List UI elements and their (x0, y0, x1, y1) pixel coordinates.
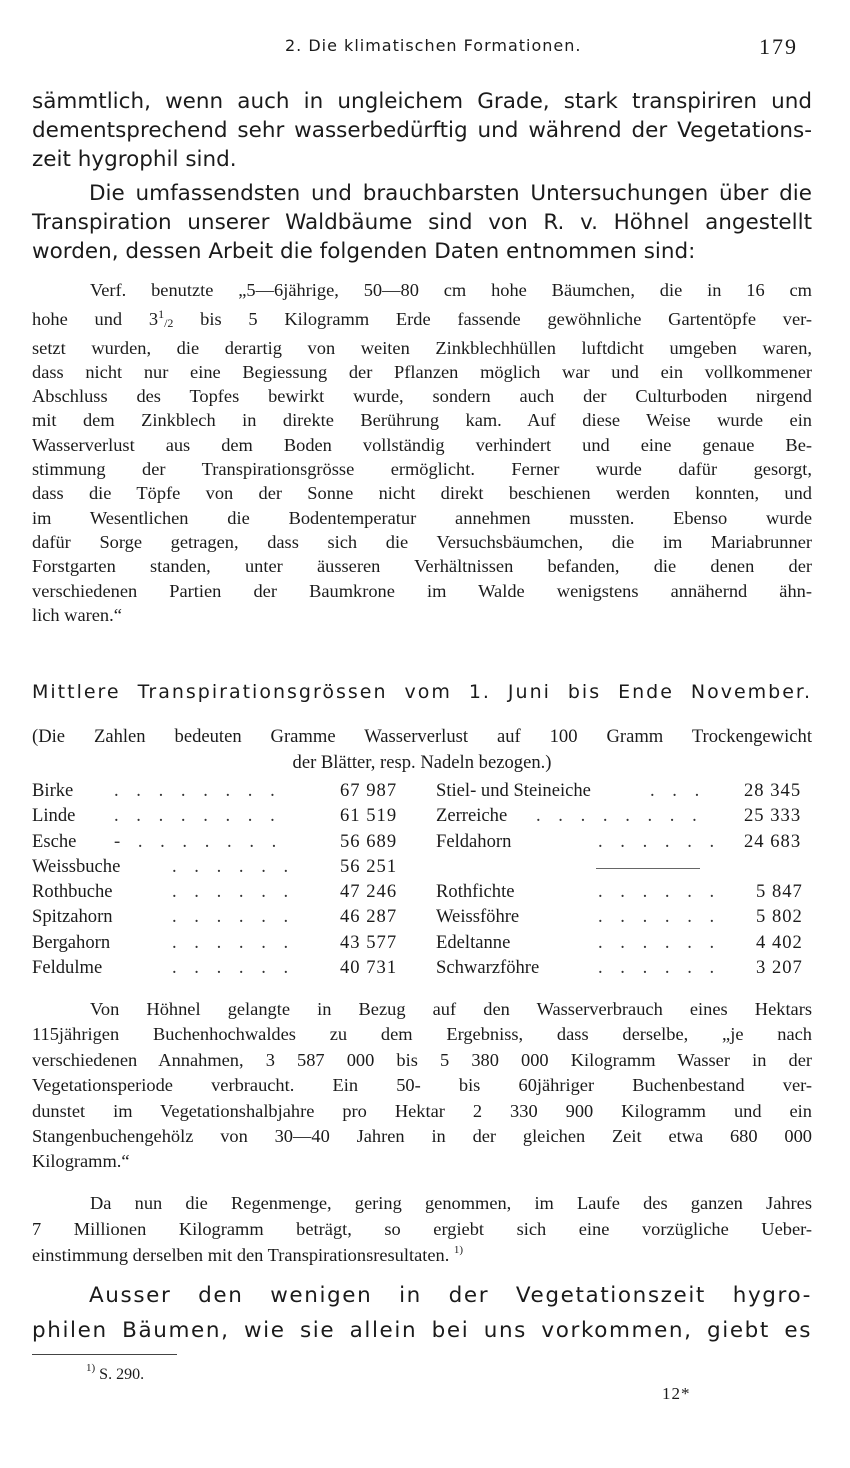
table-row (32, 906, 817, 931)
text-line: Forstgarten standen, unter äusseren Verhältnissen befanden, die denen der (32, 556, 812, 577)
footnote-text: S. 290. (95, 1366, 145, 1383)
table-row (32, 932, 817, 957)
leader-dots: . . . . . . . . (536, 805, 704, 827)
text-line: Da nun die Regenmenge, gering genommen, im Laufe des ganzen Jahres (90, 1193, 812, 1213)
page-number: 179 (759, 34, 798, 59)
table-note-line: der Blätter, resp. Nadeln bezogen.) (292, 752, 552, 773)
transpiration-value: 5 802 (756, 906, 803, 928)
table-row (32, 805, 817, 830)
transpiration-value: 5 847 (756, 881, 803, 903)
fraction-denominator: /2 (164, 316, 174, 331)
tree-name: Stiel- und Steineiche (436, 780, 591, 801)
leader-dots: . . . . . . . . (114, 780, 282, 801)
tree-name: Edeltanne (436, 931, 511, 953)
text-line: sämmtlich, wenn auch in ungleichem Grade, stark transpiriren und (32, 89, 812, 114)
text-line: Wasserverlust aus dem Boden vollständig verhindert und eine genaue Be- (32, 434, 812, 455)
text-line: Stangenbuchengehölz von 30—40 Jahren in der gleichen Zeit etwa 680 000 (32, 1126, 812, 1147)
transpiration-value: 56 689 (340, 830, 398, 852)
leader-dots: . . . . . . (598, 957, 721, 979)
separator-rule (596, 868, 700, 869)
tree-name: Weissföhre (436, 906, 520, 928)
text-line: worden, dessen Arbeit die folgenden Daten entnommen sind: (32, 239, 696, 264)
running-title: 2. Die klimatischen Formationen. (285, 36, 582, 55)
table-row (32, 780, 817, 805)
transpiration-value: 3 207 (756, 957, 803, 979)
text-line: setzt wurden, die derartig von weiten Zinkblechhüllen luftdicht umgeben waren, (32, 337, 812, 358)
table-note-line: (Die Zahlen bedeuten Gramme Wasserverlust auf 100 Gramm Trockengewicht (32, 726, 812, 747)
transpiration-value: 40 731 (340, 957, 398, 979)
paragraph-hoehnel (32, 997, 812, 1175)
text-line: verschiedenen Annahmen, 3 587 000 bis 5 380 000 Kilogramm Wasser in der (32, 1049, 812, 1070)
text-line: stimmung der Transpirationsgrösse ermöglicht. Ferner wurde dafür gesorgt, (32, 459, 812, 480)
tree-name: Rothbuche (32, 881, 113, 903)
text-line: im Wesentlichen die Bodentemperatur annehmen mussten. Ebenso wurde (32, 507, 812, 528)
paragraph-intro (32, 179, 812, 266)
text-line: philen Bäumen, wie sie allein bei uns vorkommen, giebt es (32, 1318, 812, 1343)
transpiration-value: 46 287 (340, 906, 398, 928)
text-line: 115jährigen Buchenhochwaldes zu dem Ergebniss, dass derselbe, „je nach (32, 1024, 812, 1045)
tree-name: Schwarzföhre (436, 957, 540, 979)
table-row (32, 881, 817, 906)
text-line: verschiedenen Partien der Baumkrone im Walde wenigstens annähernd ähn- (32, 580, 812, 601)
tree-name: Feldahorn (436, 830, 512, 852)
transpiration-value: 67 987 (340, 780, 398, 801)
text-line: lich waren.“ (32, 604, 122, 625)
text-line: dafür Sorge getragen, dass sich die Versuchsbäumchen, die im Mariabrunner (32, 531, 812, 552)
transpiration-value: 24 683 (744, 830, 802, 852)
leader-dots: . . . . . . (172, 906, 295, 928)
fraction-numerator: 1 (158, 307, 165, 322)
footnote-reference: 1) (453, 1244, 464, 1256)
transpiration-value: 47 246 (340, 881, 398, 903)
text-line: Transpiration unserer Waldbäume sind von R. v. Höhnel angestellt (32, 210, 812, 235)
transpiration-value: 25 333 (744, 805, 802, 827)
tree-name: Zerreiche (436, 805, 508, 827)
text-line: dass die Töpfe von der Sonne nicht direkt beschienen werden konnten, und (32, 483, 812, 504)
table-row (32, 957, 817, 982)
leader-dots: . . . . . . (172, 881, 295, 903)
text-line: dunstet im Vegetationshalbjahre pro Hektar 2 330 900 Kilogramm und ein (32, 1100, 812, 1121)
text-line: mit dem Zinkblech in direkte Berührung kam. Auf diese Weise wurde ein (32, 410, 812, 431)
transpiration-value: 43 577 (340, 931, 398, 953)
text-line: zeit hygrophil sind. (32, 147, 237, 172)
leader-dots: . . . . . . (172, 855, 295, 877)
table-row (32, 856, 817, 881)
table-note (32, 724, 812, 776)
tree-name: Rothfichte (436, 881, 515, 903)
leader-dots: . . . (650, 780, 706, 801)
footnote (86, 1362, 145, 1384)
signature-mark: 12* (662, 1384, 691, 1403)
transpiration-table (32, 780, 817, 982)
text-fragment: hohe und 3 (32, 309, 159, 330)
tree-name: Linde (32, 805, 76, 827)
leader-dots: . . . . . . (598, 881, 721, 903)
transpiration-value: 4 402 (756, 931, 803, 953)
tree-name: Feldulme (32, 957, 103, 979)
text-fragment: bis 5 Kilogramm Erde fassende gewöhnliche Gartentöpfe ver- (173, 309, 812, 330)
leader-dots: . . . . . . (598, 931, 721, 953)
text-line (32, 1242, 812, 1268)
leader-dots: . . . . . . (598, 906, 721, 928)
tree-name: Esche (32, 830, 77, 852)
text-fragment: einstimmung derselben mit den Transpirationsresultaten. (32, 1245, 450, 1265)
footnote-rule (32, 1354, 177, 1355)
tree-name: Weissbuche (32, 855, 121, 877)
transpiration-value: 28 345 (744, 780, 802, 801)
transpiration-value: 61 519 (340, 805, 398, 827)
text-line: Kilogramm.“ (32, 1151, 130, 1172)
leader-dots: . . . . . . (172, 957, 295, 979)
text-line: 7 Millionen Kilogramm beträgt, so ergiebt sich eine vorzügliche Ueber- (32, 1219, 812, 1239)
leader-dots: . . . . . . (172, 931, 295, 953)
footnote-marker: 1) (86, 1362, 96, 1374)
paragraph-hygrophil (32, 1278, 812, 1348)
table-row (32, 831, 817, 856)
text-line: dementsprechend sehr wasserbedürftig und während der Vegetations- (32, 118, 812, 143)
text-line: Abschluss des Topfes bewirkt wurde, sondern auch der Culturboden nirgend (32, 386, 812, 407)
paragraph-continuation (32, 87, 812, 174)
leader-dots: - . . . . . . . (114, 830, 283, 852)
tree-name: Spitzahorn (32, 906, 113, 928)
leader-dots: . . . . . . (598, 830, 721, 852)
tree-name: Birke (32, 780, 74, 801)
text-line: Vegetationsperiode verbraucht. Ein 50- bis 60jähriger Buchenbestand ver- (32, 1075, 812, 1096)
page-header (0, 36, 850, 66)
text-line: Die umfassendsten und brauchbarsten Untersuchungen über die (89, 181, 812, 206)
text-line: Von Höhnel gelangte in Bezug auf den Wasserverbrauch eines Hektars (90, 999, 812, 1019)
text-line (32, 302, 812, 335)
tree-name: Bergahorn (32, 931, 111, 953)
transpiration-value: 56 251 (340, 855, 398, 877)
leader-dots: . . . . . . . . (114, 805, 282, 827)
quoted-passage (32, 278, 812, 627)
text-line: Verf. benutzte „5—6jährige, 50—80 cm hohe Bäumchen, die in 16 cm (90, 280, 812, 300)
table-title: Mittlere Transpirationsgrössen vom 1. Juni bis Ende November. (32, 681, 812, 703)
text-line: dass nicht nur eine Begiessung der Pflanzen möglich war und ein vollkommener (32, 361, 812, 382)
text-line: Ausser den wenigen in der Vegetationszeit hygro- (89, 1283, 812, 1308)
paragraph-rainfall (32, 1190, 812, 1268)
